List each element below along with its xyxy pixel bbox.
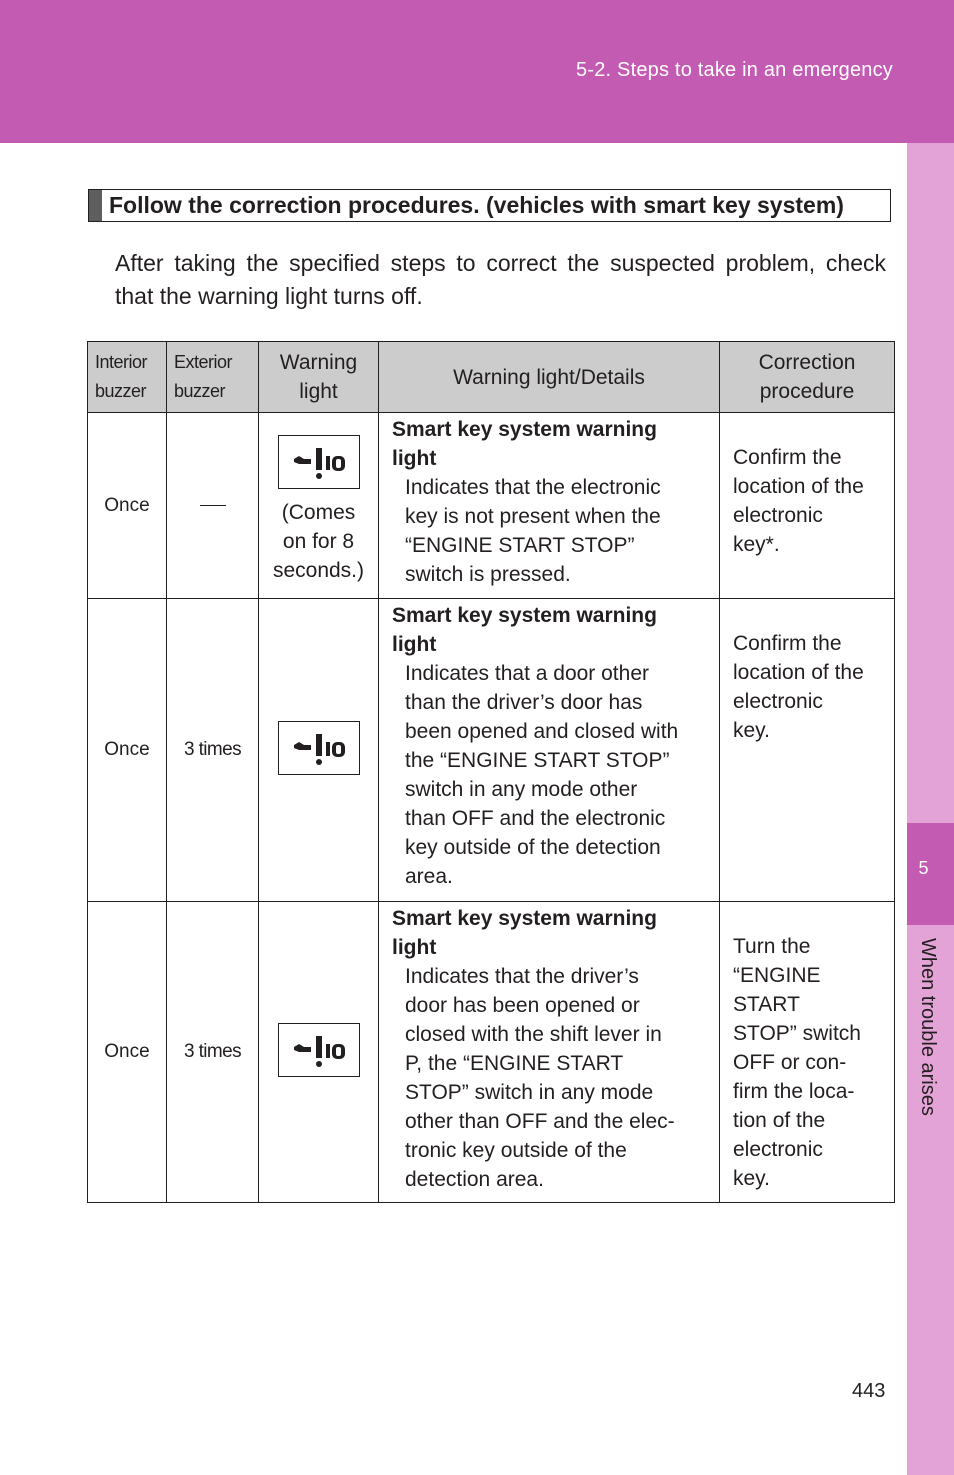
warning-icon-frame — [278, 721, 360, 775]
details-body-line: closed with the shift lever in — [405, 1023, 662, 1046]
correction-line: START — [733, 993, 800, 1016]
details-body-line: the “ENGINE START STOP” — [405, 749, 670, 772]
details-body-line: been opened and closed with — [405, 720, 679, 743]
details-title-line: Smart key system warning — [392, 907, 657, 930]
correction-line: location of the — [733, 475, 864, 498]
details-title-line: Smart key system warning — [392, 604, 657, 627]
header-correction-line1: Correction — [758, 351, 856, 374]
details-body-line: than OFF and the electronic — [405, 807, 666, 830]
details-cell — [379, 413, 720, 599]
correction-line: Confirm the — [733, 446, 842, 469]
intro-paragraph: After taking the specified steps to correct the suspected problem, check that the warning light turns off. — [115, 250, 886, 309]
details-body-line: Indicates that the driver’s — [405, 965, 639, 988]
warning-light-cell — [259, 599, 379, 902]
exterior-buzzer-cell: 3 times — [167, 599, 259, 902]
warning-icon-frame — [278, 1023, 360, 1077]
icon-note-line: (Comes — [281, 500, 356, 524]
header-interior-line1: Interior — [95, 352, 148, 372]
table-row — [88, 413, 895, 599]
page-number: 443 — [852, 1380, 886, 1402]
section-title: Follow the correction procedures. (vehicles with smart key system) — [109, 192, 844, 218]
correction-line: key*. — [733, 533, 780, 556]
details-title-line: light — [392, 633, 437, 656]
warning-light-cell — [259, 902, 379, 1203]
section-heading: 5-2. Steps to take in an emergency — [576, 59, 893, 81]
section-title-bar — [89, 190, 102, 221]
correction-line: key. — [733, 719, 770, 742]
interior-buzzer-cell: Once — [88, 902, 167, 1203]
table-row — [88, 599, 895, 902]
smart-key-warning-icon — [279, 1024, 359, 1076]
icon-note — [259, 498, 378, 585]
interior-buzzer-cell: Once — [88, 413, 167, 599]
correction-line: electronic — [733, 504, 823, 527]
icon-note-line: on for 8 — [282, 529, 355, 553]
table-header-row — [88, 342, 895, 413]
smart-key-warning-icon — [279, 436, 359, 488]
correction-line: “ENGINE — [733, 964, 821, 987]
correction-line: firm the loca- — [733, 1080, 855, 1103]
details-body-line: STOP” switch in any mode — [405, 1081, 654, 1104]
header-warning-line2: light — [299, 380, 338, 403]
header-warning-light — [259, 342, 379, 413]
header-exterior-line1: Exterior — [174, 352, 233, 372]
correction-line: STOP” switch — [733, 1022, 861, 1045]
chapter-label: When trouble arises — [917, 938, 939, 1116]
warning-icon-frame — [278, 435, 360, 489]
details-body-line: switch is pressed. — [405, 563, 571, 586]
details-title-line: Smart key system warning — [392, 418, 657, 441]
header-warning-line1: Warning — [279, 351, 358, 374]
table-row — [88, 902, 895, 1203]
header-correction-line2: procedure — [759, 380, 855, 403]
details-body — [392, 962, 709, 1194]
chapter-number: 5 — [918, 858, 929, 878]
correction-line: location of the — [733, 661, 864, 684]
details-body-line: door has been opened or — [405, 994, 640, 1017]
details-body-line: area. — [405, 865, 453, 888]
icon-note-line: seconds.) — [272, 558, 365, 582]
correction-cell — [720, 599, 895, 902]
correction-line: electronic — [733, 690, 823, 713]
warning-table — [87, 341, 895, 1203]
header-interior-line2: buzzer — [95, 381, 147, 401]
header-exterior-buzzer — [167, 342, 259, 413]
details-body-line: “ENGINE START STOP” — [405, 534, 635, 557]
exterior-buzzer-cell — [167, 413, 259, 599]
dash-mark — [200, 505, 226, 506]
correction-cell — [720, 413, 895, 599]
details-title-line: light — [392, 936, 437, 959]
correction-line: OFF or con- — [733, 1051, 847, 1074]
details-body-line: Indicates that the electronic — [405, 476, 661, 499]
correction-line: electronic — [733, 1138, 823, 1161]
details-body-line: key outside of the detection — [405, 836, 661, 859]
header-interior-buzzer — [88, 342, 167, 413]
details-body-line: P, the “ENGINE START — [405, 1052, 624, 1075]
details-body-line: switch in any mode other — [405, 778, 638, 801]
details-body — [392, 659, 709, 891]
details-cell — [379, 599, 720, 902]
details-body-line: tronic key outside of the — [405, 1139, 627, 1162]
section-title-box — [88, 189, 891, 222]
correction-line: key. — [733, 1167, 770, 1190]
interior-buzzer-cell: Once — [88, 599, 167, 902]
details-body-line: other than OFF and the elec- — [405, 1110, 675, 1133]
correction-line: tion of the — [733, 1109, 826, 1132]
correction-cell — [720, 902, 895, 1203]
details-title-line: light — [392, 447, 437, 470]
details-body — [392, 473, 709, 589]
correction-line: Confirm the — [733, 632, 842, 655]
correction-line: Turn the — [733, 935, 811, 958]
exterior-buzzer-cell: 3 times — [167, 902, 259, 1203]
header-correction — [720, 342, 895, 413]
header-details: Warning light/Details — [379, 342, 720, 413]
details-body-line: detection area. — [405, 1168, 544, 1191]
details-body-line: key is not present when the — [405, 505, 661, 528]
details-cell — [379, 902, 720, 1203]
smart-key-warning-icon — [279, 722, 359, 774]
header-exterior-line2: buzzer — [174, 381, 226, 401]
details-body-line: than the driver’s door has — [405, 691, 643, 714]
details-body-line: Indicates that a door other — [405, 662, 649, 685]
side-strip — [907, 143, 954, 1475]
warning-light-cell — [259, 413, 379, 599]
